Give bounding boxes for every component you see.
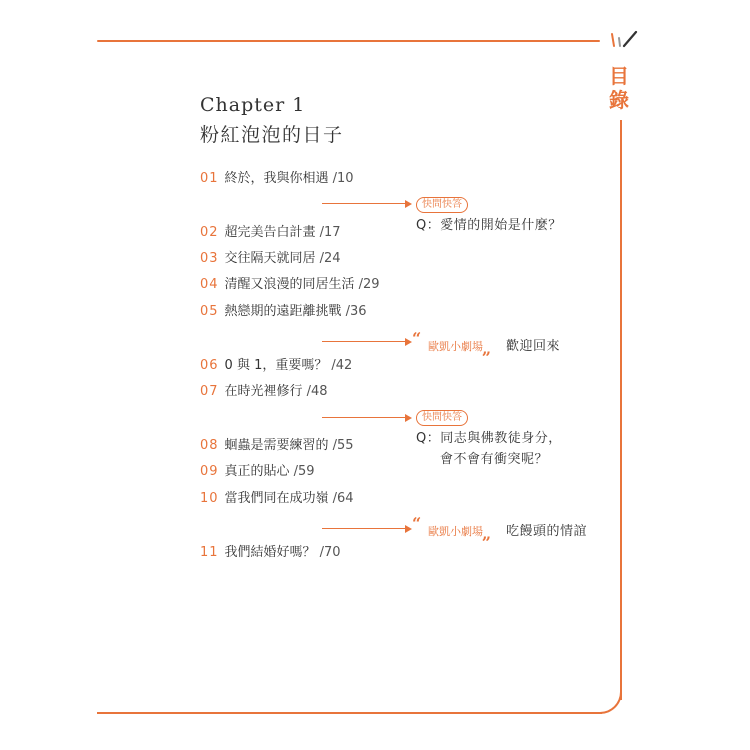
entry-page: /36 (345, 304, 367, 319)
toc-entry[interactable] (200, 437, 353, 455)
entry-title: 真正的貼心 (224, 464, 290, 479)
open-quote-icon: “ (412, 514, 422, 533)
entry-page: /70 (319, 545, 341, 560)
frame-right-line (620, 120, 622, 700)
entry-number: 03 (200, 251, 219, 266)
entry-page: /24 (319, 251, 341, 266)
toc-entry[interactable] (200, 250, 340, 268)
close-quote-icon: „ (482, 524, 492, 543)
entry-title: 當我們同在成功嶺 (224, 491, 329, 506)
toc-entry[interactable] (200, 276, 379, 294)
toc-side-label (604, 64, 634, 112)
entry-page: /17 (319, 225, 341, 240)
entry-title: 我們結婚好嗎？ (224, 545, 316, 560)
theater-label: 歐凱小劇場 (428, 525, 483, 538)
toc-entry[interactable] (200, 303, 366, 321)
toc-entry[interactable] (200, 224, 340, 242)
entry-page: /64 (332, 491, 354, 506)
toc-entry[interactable] (200, 463, 314, 481)
arrow-icon (322, 200, 412, 208)
entry-page: /29 (358, 277, 380, 292)
entry-number: 09 (200, 464, 219, 479)
entry-title: 清醒又浪漫的同居生活 (224, 277, 355, 292)
qa-question-line1[interactable]: Q：同志與佛教徒身分， (416, 431, 562, 446)
toc-side-char-2: 錄 (609, 88, 629, 112)
frame-top-line (97, 40, 600, 42)
arrow-icon (322, 525, 412, 533)
toc-entry[interactable] (200, 383, 327, 401)
entry-page: /55 (332, 438, 354, 453)
entry-title: 超完美告白計畫 (224, 225, 316, 240)
entry-number: 05 (200, 304, 219, 319)
chapter-title: 粉紅泡泡的日子 (200, 124, 344, 146)
entry-number: 06 (200, 358, 219, 373)
close-quote-icon: „ (482, 339, 492, 358)
qa-question[interactable]: Q：愛情的開始是什麼？ (416, 218, 562, 233)
entry-number: 10 (200, 491, 219, 506)
toc-side-char-1: 目 (609, 64, 629, 88)
arrow-icon (322, 338, 412, 346)
theater-label: 歐凱小劇場 (428, 340, 483, 353)
entry-number: 07 (200, 384, 219, 399)
qa-question-line2[interactable]: 會不會有衝突呢？ (440, 452, 549, 467)
entry-number: 01 (200, 171, 219, 186)
entry-number: 11 (200, 545, 219, 560)
qa-badge: 快問快答 (416, 197, 468, 213)
entry-page: /10 (332, 171, 354, 186)
chapter-number: Chapter 1 (200, 94, 306, 116)
theater-title: 歡迎回來 (506, 339, 561, 354)
entry-title: 交往隔天就同居 (224, 251, 316, 266)
entry-number: 04 (200, 277, 219, 292)
entry-title: 蛔蟲是需要練習的 (224, 438, 329, 453)
theater-title: 吃饅頭的情誼 (506, 524, 588, 539)
entry-page: /42 (331, 358, 353, 373)
toc-entry[interactable] (200, 490, 353, 508)
entry-title: 終於，我與你相遇 (224, 171, 329, 186)
entry-title: 0 與 1，重要嗎？ (224, 358, 328, 373)
entry-number: 08 (200, 438, 219, 453)
entry-title: 熱戀期的遠距離挑戰 (224, 304, 342, 319)
arrow-icon (322, 414, 412, 422)
entry-number: 02 (200, 225, 219, 240)
toc-entry[interactable] (200, 357, 352, 375)
sparkle-strokes-icon (604, 26, 644, 56)
frame-corner (596, 688, 622, 714)
open-quote-icon: “ (412, 329, 422, 348)
entry-page: /48 (306, 384, 328, 399)
entry-title: 在時光裡修行 (224, 384, 303, 399)
entry-page: /59 (293, 464, 315, 479)
qa-badge: 快問快答 (416, 410, 468, 426)
frame-bottom-line (97, 712, 602, 714)
toc-entry[interactable] (200, 544, 340, 562)
toc-entry[interactable] (200, 170, 353, 188)
